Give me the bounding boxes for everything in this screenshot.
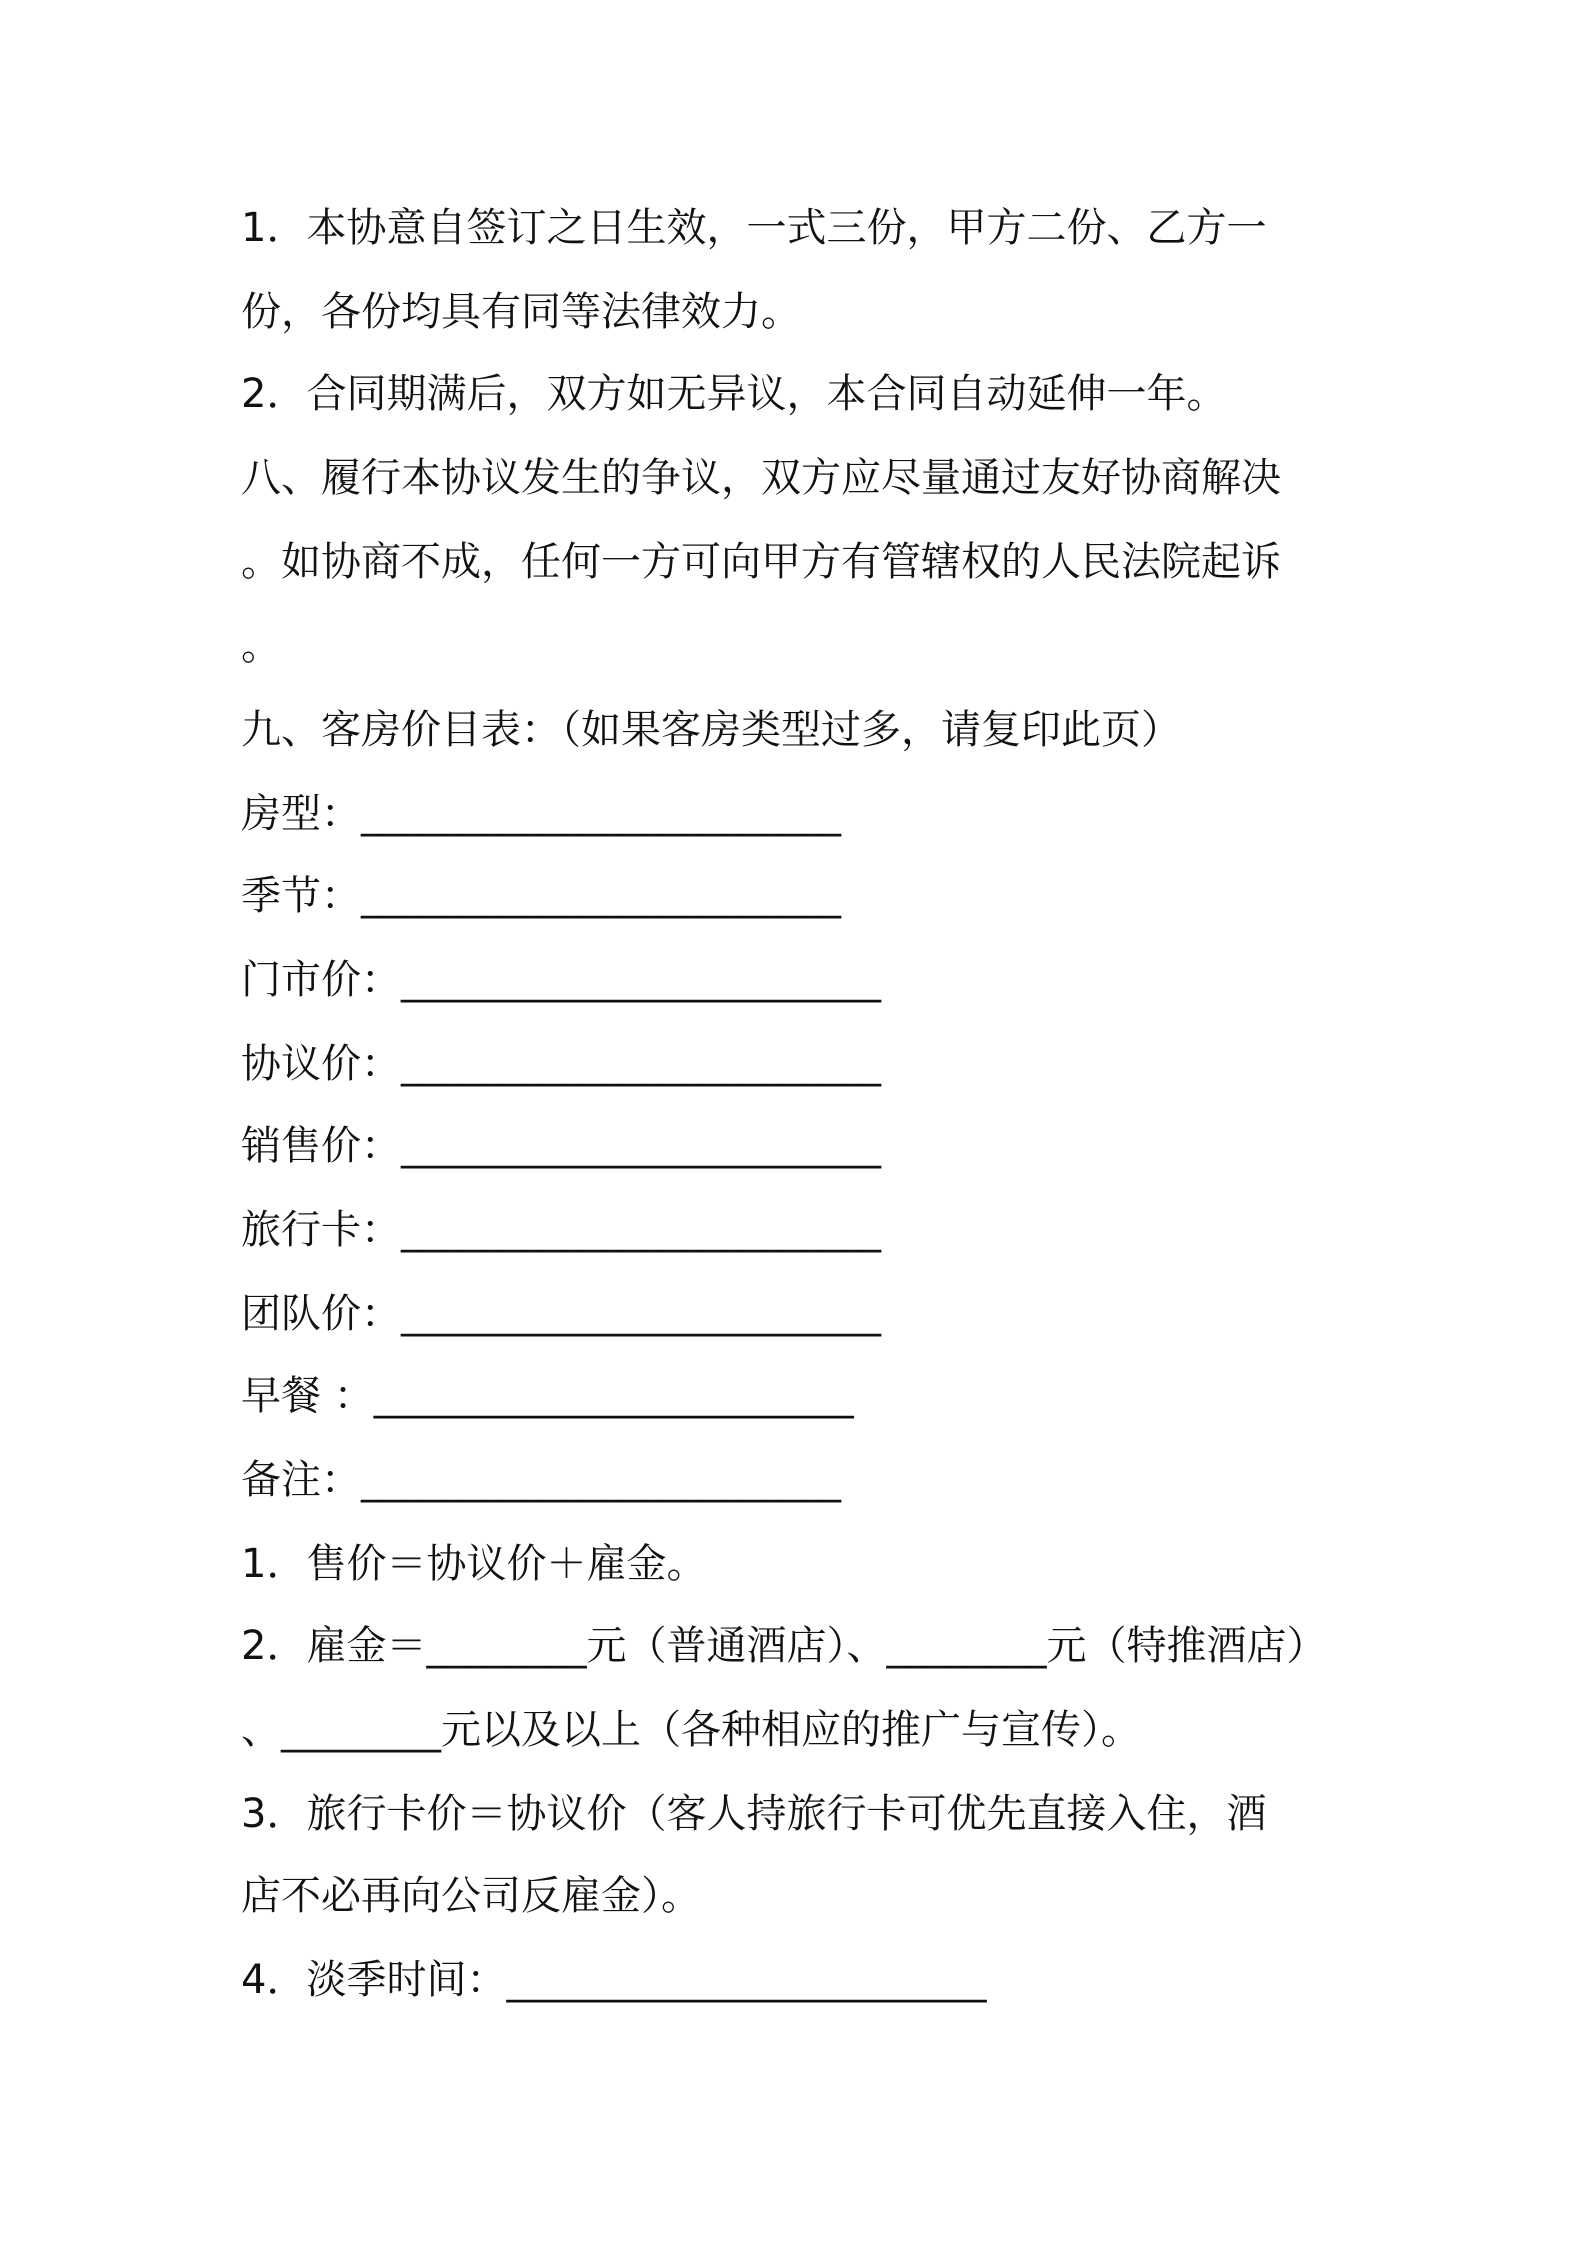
section-8-line-3: 。: [241, 623, 281, 669]
field-breakfast: 早餐 ：________________________: [241, 1373, 854, 1419]
field-sales-rate: 销售价：________________________: [241, 1123, 881, 1169]
note-3-line-1: 3．旅行卡价＝协议价（客人持旅行卡可优先直接入住，酒: [241, 1791, 1267, 1837]
note-1: 1．售价＝协议价＋雇金。: [241, 1541, 707, 1587]
clause-7-2: 2．合同期满后，双方如无异议，本合同自动延伸一年。: [241, 371, 1227, 417]
field-season: 季节：________________________: [241, 873, 841, 919]
field-room-type: 房型：________________________: [241, 791, 841, 837]
clause-7-1-line-2: 份，各份均具有同等法律效力。: [241, 289, 801, 335]
note-2-line-1: 2．雇金＝________元（普通酒店）、________元（特推酒店）: [241, 1623, 1327, 1669]
field-travel-card: 旅行卡：________________________: [241, 1207, 881, 1253]
field-rack-rate: 门市价：________________________: [241, 957, 881, 1003]
field-group-rate: 团队价：________________________: [241, 1291, 881, 1337]
note-3-line-2: 店不必再向公司反雇金）。: [241, 1873, 701, 1919]
field-remarks: 备注：________________________: [241, 1457, 841, 1503]
field-agreed-rate: 协议价：________________________: [241, 1041, 881, 1087]
clause-7-1-line-1: 1．本协意自签订之日生效，一式三份，甲方二份、乙方一: [241, 205, 1267, 251]
section-9-heading: 九、客房价目表：（如果客房类型过多，请复印此页）: [241, 707, 1181, 753]
section-8-line-1: 八、履行本协议发生的争议，双方应尽量通过友好协商解决: [241, 455, 1281, 501]
section-8-line-2: 。如协商不成，任何一方可向甲方有管辖权的人民法院起诉: [241, 539, 1281, 585]
note-2-line-2: 、________元以及以上（各种相应的推广与宣传）。: [241, 1707, 1141, 1753]
note-4-off-season: 4．淡季时间：________________________: [241, 1957, 987, 2003]
